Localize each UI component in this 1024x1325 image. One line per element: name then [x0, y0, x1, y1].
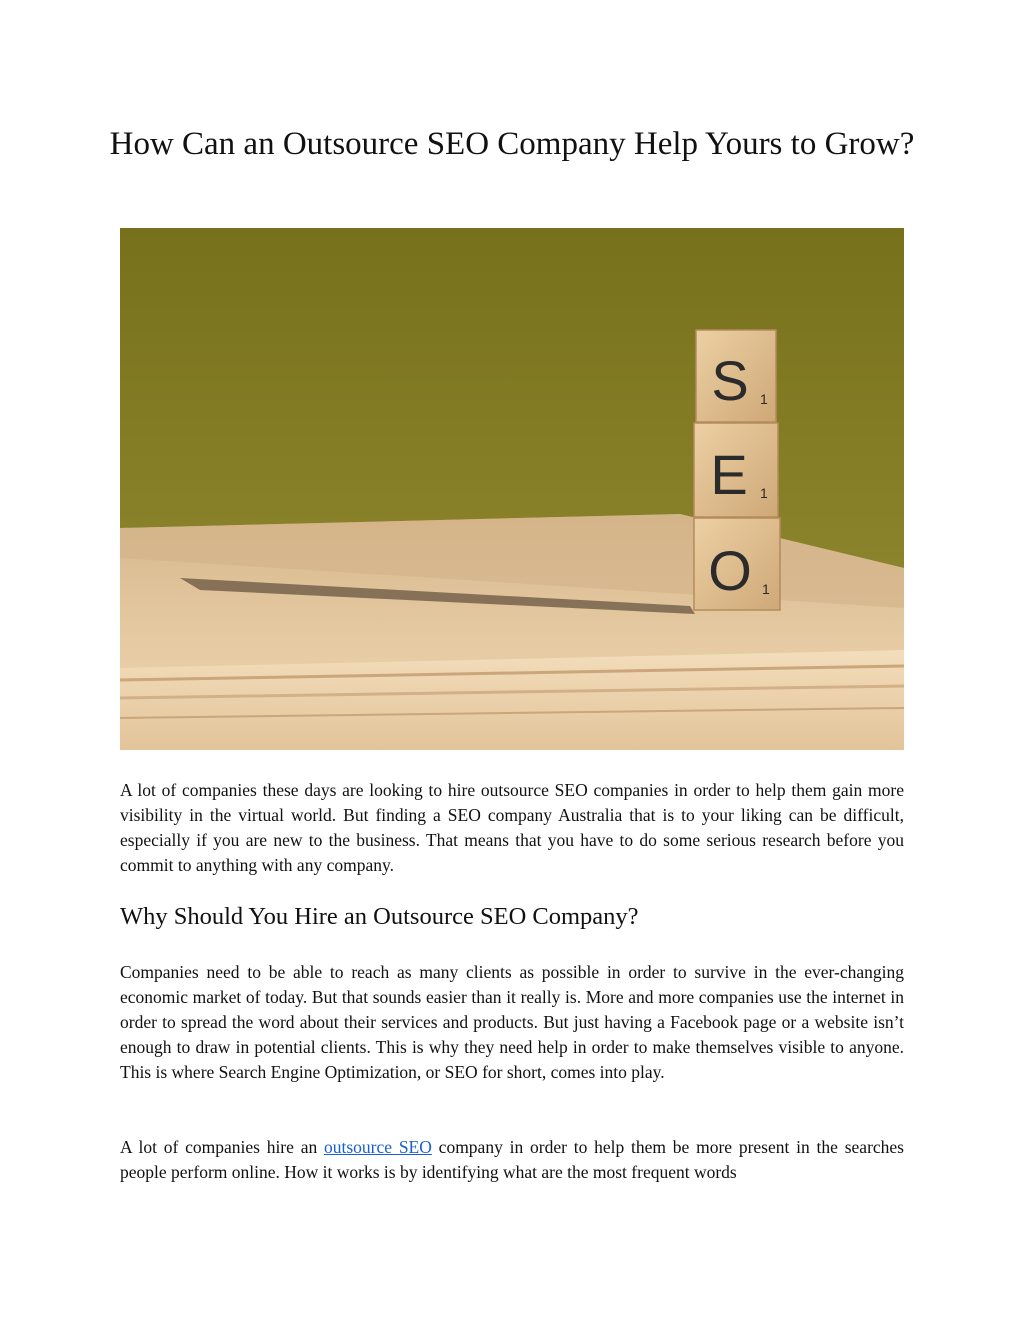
tile-e	[694, 423, 778, 517]
svg-text:1: 1	[762, 581, 770, 597]
tile-o	[694, 518, 780, 610]
section-paragraph: Companies need to be able to reach as many clients as possible in order to survive in the ever-changing economic market of today. But that sounds easier than it really is. More and more companies use the internet in order to spread the word about their services and products. But just having a Facebook page or a website isn’t enough to draw in potential clients. This is why they need help in order to make themselves visible to anyone. This is where Search Engine Optimization, or SEO for short, comes into play.	[120, 962, 904, 1082]
svg-text:1: 1	[760, 485, 768, 501]
last-paragraph-text-start: A lot of companies hire an	[120, 1137, 324, 1157]
svg-text:O: O	[708, 539, 752, 602]
intro-paragraph: A lot of companies these days are looking to hire outsource SEO companies in order to help them gain more visibility in the virtual world. But finding a SEO company Australia that is to your liking can be difficult, especially if you are new to the business. That means that you have to do some serious research before you commit to anything with any company.	[120, 780, 904, 875]
last-paragraph-text-end: company in order to help them be more present in the searches people perform online. How it works is by identifying what are the most frequent words	[120, 1137, 904, 1182]
document-title: How Can an Outsource SEO Company Help Yours to Grow?	[109, 126, 915, 162]
section-heading: Why Should You Hire an Outsource SEO Company?	[120, 903, 639, 930]
outsource-seo-link[interactable]: outsource SEO	[324, 1137, 432, 1157]
hero-image	[120, 228, 904, 750]
svg-text:S: S	[711, 349, 749, 412]
last-paragraph	[120, 1135, 904, 1185]
svg-text:E: E	[710, 443, 748, 506]
tile-s	[696, 330, 776, 422]
svg-text:1: 1	[760, 391, 768, 407]
seo-tiles-photo	[120, 228, 904, 750]
